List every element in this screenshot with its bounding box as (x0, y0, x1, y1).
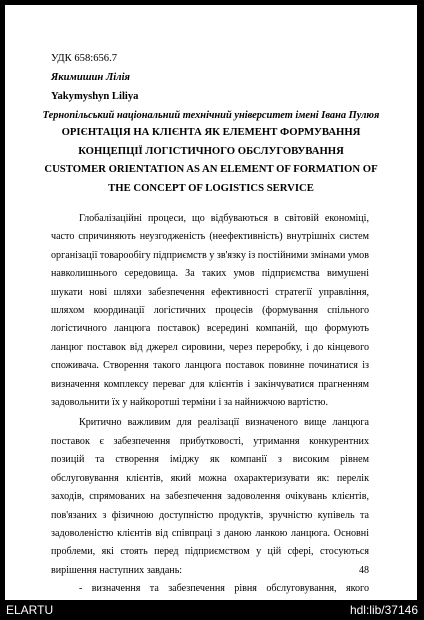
repository-name: ELARTU (6, 603, 54, 617)
author-name-en: Yakymyshyn Liliya (51, 91, 139, 102)
footer-bar (0, 600, 424, 620)
title-ua: ОРІЄНТАЦІЯ НА КЛІЄНТА ЯК ЕЛЕМЕНТ ФОРМУВАННЯ КОНЦЕПЦІЇ ЛОГІСТИЧНОГО ОБСЛУГОВУВАННЯ (61, 126, 361, 157)
author-name-ua: Якимишин Лілія (51, 72, 131, 83)
affiliation: Тернопільський національний технічний університет імені Івана Пулюя (42, 110, 380, 121)
document-page (5, 5, 417, 600)
title-en: CUSTOMER ORIENTATION AS AN ELEMENT OF FORMATION OF THE CONCEPT OF LOGISTICS SERVICE (44, 163, 378, 194)
handle-id: hdl:lib/37146 (349, 603, 418, 617)
list-item: - визначення та забезпечення рівня обслуговування, якого (79, 583, 369, 595)
article-body (51, 210, 369, 617)
page-number: 48 (359, 565, 369, 576)
udk-code: УДК 658:656.7 (51, 53, 118, 64)
paragraph-2: Критично важливим для реалізації визначеного вище ланцюга поставок є забезпечення прибутковості, утримання конкурентних позицій та створення іміджу як компанії з високим рівнем обслуговування клієнтів, який можна охарактеризувати як: перелік заходів, спрямованих на забезпечення задоволення очікувань клієнтів, пов'язаних з фізичною доступністю продуктів, зручністю купівель та задоволеністю клієнтів від співпраці з даною ланкою ланцюга. Основні проблеми, які стоять перед підприємством у цій сфері, стосуються вирішення наступних завдань: (51, 417, 369, 576)
paragraph-1: Глобалізаційні процеси, що відбуваються в світовій економіці, часто спричиняють неузгодженість (неефективність) внутрішніх систем організації товарообігу підприємств у зв'язку із постійними змінами умов навколишнього середовища. За таких умов підприємства вимушені шукати нові шляхи забезпечення ефективності стратегії управління, шляхом координації логістичних процесів (формування спільного логістичного ланцюга поставок) всередині компаній, що формують ланцюг поставок від джерел сировини, через переробку, і до кінцевого споживача. Створення такого ланцюга поставок повинне починатися із визначення комплексу переваг для клієнтів і закінчуватися прагненням задовольнити їх у найкоротші терміни і за найнижчою вартістю. (51, 213, 369, 409)
